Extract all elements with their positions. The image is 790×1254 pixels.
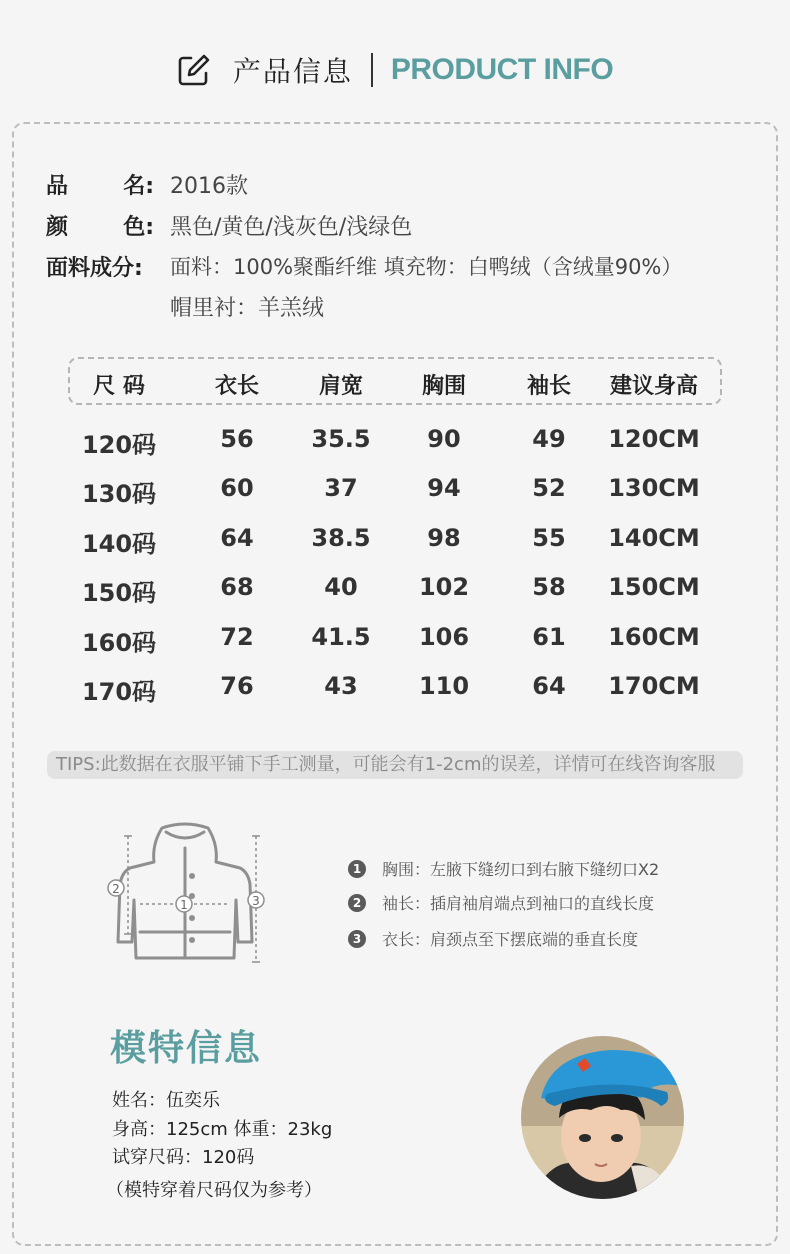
model-avatar [521, 1036, 684, 1199]
svg-text:3: 3 [252, 894, 260, 908]
model-name: 姓名：伍奕乐 [112, 1090, 220, 1111]
size-table-cell: 110 [418, 672, 470, 700]
size-table-cell: 43 [324, 672, 358, 700]
product-fabric-row [46, 251, 682, 282]
measure-marker-1 [176, 896, 192, 912]
title-divider [371, 53, 373, 87]
measure-marker-3 [248, 892, 264, 908]
product-name-label: 品 名: [46, 174, 154, 199]
size-table-cell: 140CM [608, 523, 700, 552]
size-table-cell: 160CM [608, 622, 700, 651]
size-table-cell: 150码 [81, 579, 157, 608]
legend-length [348, 927, 638, 950]
size-table-cell: 40 [324, 573, 358, 602]
size-col-header: 袖长 [526, 374, 571, 399]
size-table-cell: 94 [427, 474, 461, 503]
size-col-header: 尺 码 [93, 374, 145, 399]
size-table-cell: 64 [532, 672, 566, 700]
size-table-cell: 55 [532, 523, 566, 552]
svg-text:1: 1 [180, 898, 188, 912]
size-table-cell: 120码 [81, 431, 157, 459]
section-title-cn: 产品信息 [232, 55, 353, 88]
size-table-cell: 76 [220, 672, 254, 700]
size-table-cell: 41.5 [311, 622, 371, 651]
size-table-cell: 56 [220, 425, 254, 453]
product-lining-row [170, 291, 324, 322]
model-size: 试穿尺码：120码 [112, 1147, 255, 1168]
measure-marker-2 [108, 880, 124, 896]
product-color-value: 黑色/黄色/浅灰色/浅绿色 [170, 215, 413, 240]
section-title-en: PRODUCT INFO [390, 53, 614, 86]
legend-chest [348, 857, 659, 880]
legend-num-2: 2 [348, 894, 366, 912]
product-name-row [46, 169, 248, 200]
legend-text-sleeve: 袖长：插肩袖肩端点到袖口的直线长度 [382, 894, 655, 913]
size-table-cell: 35.5 [311, 425, 371, 453]
size-table-cell: 130CM [608, 474, 700, 503]
size-table-cell: 160码 [81, 628, 157, 657]
size-table-cell: 49 [532, 425, 566, 453]
size-table-cell: 37 [324, 474, 358, 503]
size-table-cell: 130码 [81, 480, 157, 509]
size-col-header: 胸围 [421, 374, 466, 399]
product-fabric-label: 面料成分: [46, 256, 143, 281]
size-table-cell: 90 [427, 425, 461, 453]
legend-num-1: 1 [348, 860, 366, 878]
size-table-cell: 150CM [608, 573, 700, 602]
size-table-cell: 106 [418, 622, 470, 651]
size-table-cell: 72 [220, 622, 254, 651]
size-col-header: 衣长 [214, 374, 259, 399]
legend-text-length: 衣长：肩颈点至下摆底端的垂直长度 [382, 930, 639, 949]
size-table-cell: 140码 [81, 529, 157, 558]
size-table-cell: 120CM [608, 425, 700, 453]
size-table-cell: 170码 [81, 678, 157, 706]
model-note: （模特穿着尺码仅为参考） [106, 1180, 322, 1201]
size-table-cell: 64 [220, 523, 254, 552]
svg-text:2: 2 [112, 882, 120, 896]
size-col-header: 建议身高 [609, 374, 698, 399]
size-table-cell: 102 [418, 573, 470, 602]
legend-text-chest: 胸围：左腋下缝纫口到右腋下缝纫口X2 [382, 860, 660, 879]
product-color-label: 颜 色: [46, 215, 154, 240]
size-table-cell: 52 [532, 474, 566, 503]
size-table-cell: 170CM [608, 672, 700, 700]
model-body: 身高：125cm 体重：23kg [112, 1119, 333, 1140]
garment-measure-diagram [100, 822, 270, 970]
section-header [0, 44, 790, 96]
size-table-cell: 60 [220, 474, 254, 503]
size-table-cell: 68 [220, 573, 254, 602]
product-color-row [46, 210, 412, 241]
product-fabric-value: 面料：100%聚酯纤维 填充物：白鸭绒（含绒量90%） [170, 255, 683, 279]
size-table-cell: 98 [427, 523, 461, 552]
edit-icon [177, 53, 211, 87]
size-table-cell: 61 [532, 622, 566, 651]
legend-sleeve [348, 891, 654, 914]
size-table-cell: 38.5 [311, 523, 371, 552]
size-table-cell: 58 [532, 573, 566, 602]
tips-note: TIPS:此数据在衣服平铺下手工测量，可能会有1-2cm的误差，详情可在线咨询客服 [47, 751, 743, 779]
model-photo-icon [521, 1036, 684, 1199]
model-info-title: 模特信息 [110, 1028, 263, 1069]
size-col-header: 肩宽 [318, 374, 363, 399]
product-lining-value: 帽里衬：羊羔绒 [170, 296, 325, 321]
legend-num-3: 3 [348, 930, 366, 948]
product-name-value: 2016款 [170, 174, 248, 199]
